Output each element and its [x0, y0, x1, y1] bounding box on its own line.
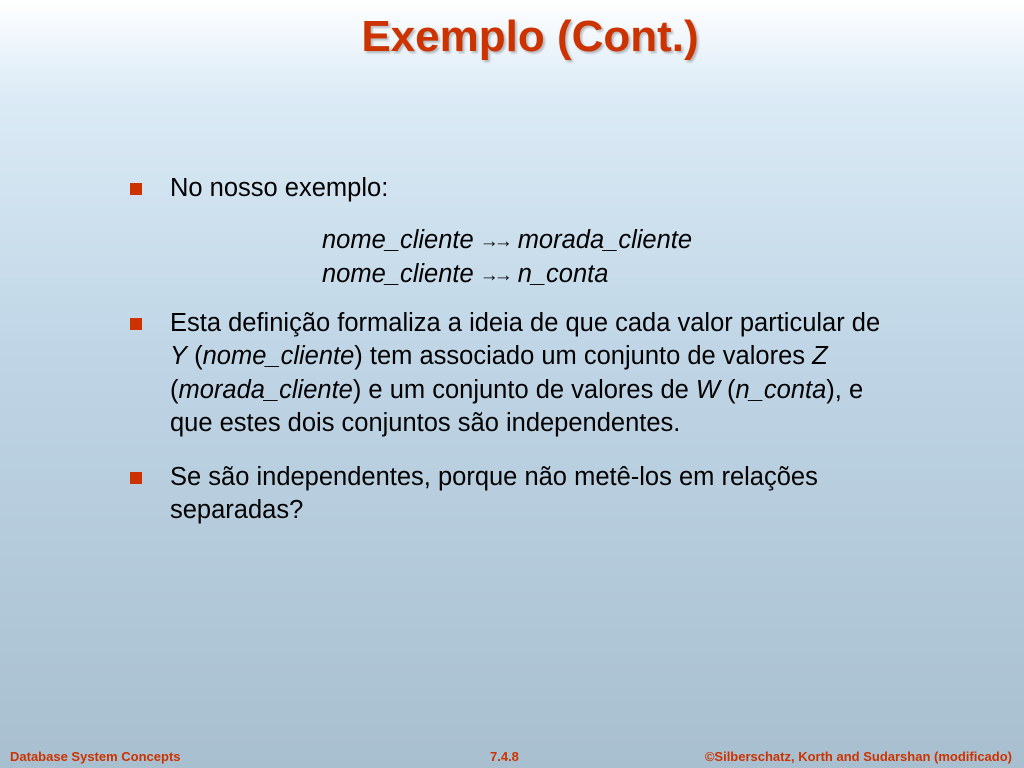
slide-title: Exemplo (Cont.)	[361, 12, 699, 61]
bullet-text: No nosso exemplo:	[170, 174, 389, 202]
variable-w: W	[695, 375, 720, 404]
footer-slide-number: 7.4.8	[490, 749, 519, 764]
formula-rhs: n_conta	[517, 260, 609, 288]
formula-line	[322, 258, 890, 293]
square-bullet-icon	[130, 183, 142, 195]
formula-rhs: morada_cliente	[517, 225, 693, 254]
variable-z: Z	[812, 342, 828, 370]
bullet-text-part: (	[719, 375, 736, 404]
bullet-text-part: ) e um conjunto de valores de	[352, 375, 696, 404]
bullet-text-part: (	[187, 342, 203, 370]
attribute-nome-cliente: nome_cliente	[202, 342, 355, 370]
square-bullet-icon	[130, 472, 142, 484]
bullet-item-2	[130, 307, 890, 441]
attribute-morada-cliente: morada_cliente	[178, 375, 353, 404]
formula-line	[322, 224, 890, 259]
multivalued-dependency-arrow-icon: →→	[479, 265, 508, 286]
footer-book-title: Database System Concepts	[10, 749, 181, 764]
formula-lhs: nome_cliente	[322, 260, 474, 288]
bullet-text-part: Esta definição formaliza a ideia de que cada valor particular de	[170, 308, 881, 337]
bullet-text-part: ) tem associado um conjunto de valores	[354, 342, 813, 370]
slide-content	[130, 172, 890, 528]
attribute-n-conta: n_conta	[735, 375, 827, 404]
formula-block	[322, 224, 890, 293]
formula-lhs: nome_cliente	[322, 225, 474, 254]
square-bullet-icon	[130, 318, 142, 330]
bullet-text-part: (	[170, 375, 179, 404]
multivalued-dependency-arrow-icon: →→	[479, 230, 508, 252]
bullet-item-1	[130, 172, 890, 206]
bullet-item-3	[130, 461, 890, 528]
bullet-text: Se são independentes, porque não metê-los em relações separadas?	[170, 462, 818, 524]
footer-copyright: ©Silberschatz, Korth and Sudarshan (modificado)	[704, 749, 1012, 764]
variable-y: Y	[170, 342, 188, 370]
bullet-text-part: ), e que estes dois conjuntos são independentes.	[170, 375, 864, 437]
